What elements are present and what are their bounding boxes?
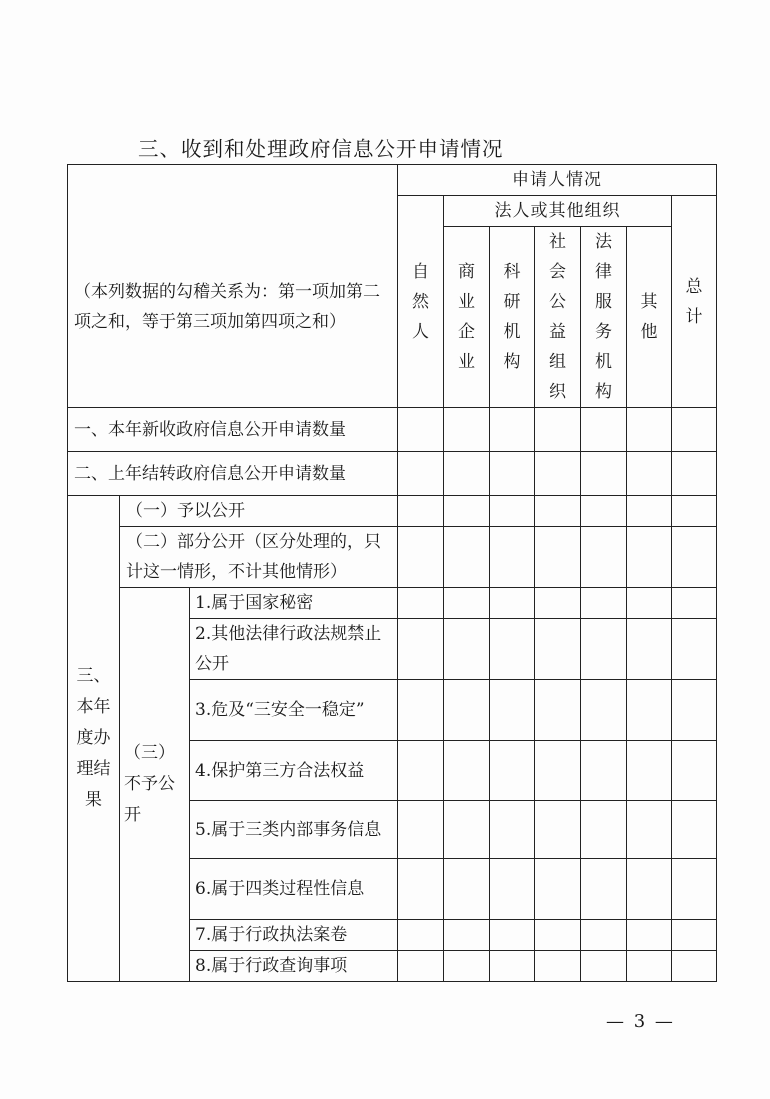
legal-service-header: 法 律 服 务 机 构 [581,227,627,408]
row-label: 6.属于四类过程性信息 [190,859,398,920]
natural-person-header: 自 然 人 [398,196,444,408]
applicant-header: 申请人情况 [398,165,717,196]
row-label: 3.危及“三安全一稳定” [190,680,398,741]
row-label: 4.保护第三方合法权益 [190,741,398,801]
row-label: 二、上年结转政府信息公开申请数量 [68,452,398,496]
row-label: （一）予以公开 [120,496,398,527]
other-header: 其 他 [627,227,672,408]
social-header: 社 会 公 益 组 织 [535,227,581,408]
section-heading: 三、收到和处理政府信息公开申请情况 [138,137,504,161]
table-row [68,496,717,527]
table-row [68,452,717,496]
row-label: 7.属于行政执法案卷 [190,920,398,951]
relationship-note: （本列数据的勾稽关系为：第一项加第二项之和，等于第三项加第四项之和） [74,282,380,332]
application-statistics-table [67,164,717,982]
row-label: 一、本年新收政府信息公开申请数量 [68,408,398,452]
result-group-label: 三、本年度办理结果 [68,496,120,982]
research-header: 科 研 机 构 [490,227,535,408]
page-number: — 3 — [606,1011,675,1032]
row-label: 8.属于行政查询事项 [190,951,398,982]
business-header: 商 业 企 业 [444,227,490,408]
table-row [68,588,717,619]
table-row [68,408,717,452]
total-header: 总 计 [672,196,717,408]
note-cell [68,165,398,408]
row-label: （二）部分公开（区分处理的，只计这一情形，不计其他情形） [120,527,398,588]
legal-org-header: 法人或其他组织 [444,196,672,227]
row-label: 2.其他法律行政法规禁止公开 [190,619,398,680]
row-label: 5.属于三类内部事务信息 [190,801,398,859]
row-label: 1.属于国家秘密 [190,588,398,619]
table-row [68,527,717,588]
withhold-group-label: （三）不予公开 [120,588,190,982]
